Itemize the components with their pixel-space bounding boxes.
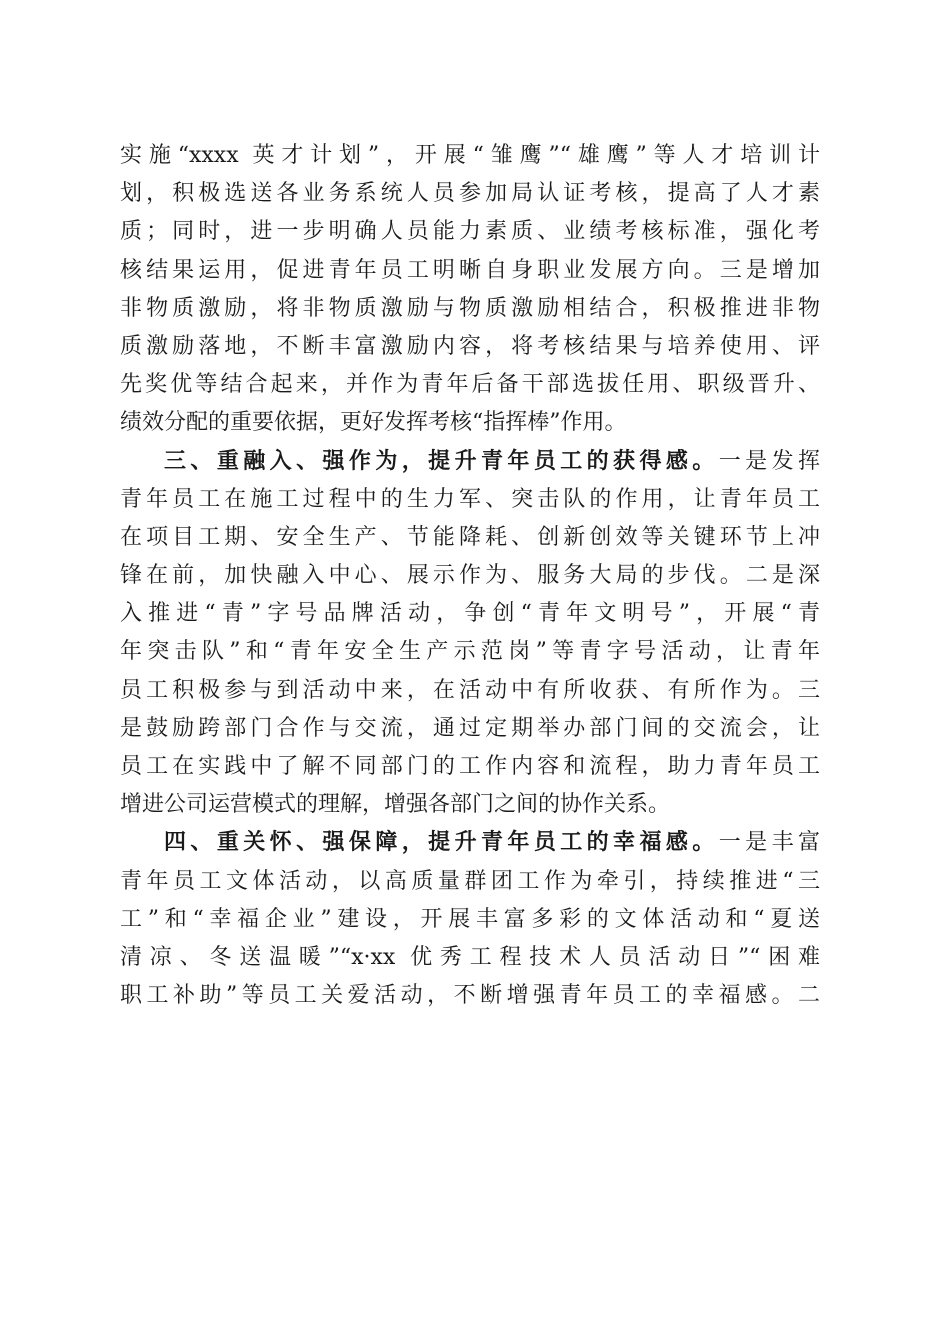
section-4-paragraph [120,824,950,1015]
text-line: 绩效分配的重要依据，更好发挥考核“指挥棒”作用。 [120,410,627,436]
text-line: 工”和“幸福企业”建设，开展丰富多彩的文体活动和“夏送 [120,906,820,932]
text-line: 在项目工期、安全生产、节能降耗、创新创效等关键环节上冲 [120,524,820,550]
text-line: 实施“xxxx 英才计划”，开展“雏鹰”“雄鹰”等人才培训计 [120,143,820,168]
text-line: 质激励落地，不断丰富激励内容，将考核结果与培养使用、评 [120,333,820,359]
text-line: 职工补助”等员工关爱活动，不断增强青年员工的幸福感。二 [120,983,820,1009]
text-line: 先奖优等结合起来，并作为青年后备干部选拔任用、职级晋升、 [120,372,820,398]
text-line: 锋在前，加快融入中心、展示作为、服务大局的步伐。二是深 [120,563,820,589]
section-4-first-line-text: 一是丰富 [718,830,820,856]
section-4-heading: 四、重关怀、强保障，提升青年员工的幸福感。 [164,830,719,856]
text-line: 增进公司运营模式的理解，增强各部门之间的协作关系。 [120,792,671,818]
section-3-first-line-text: 一是发挥 [718,448,820,474]
text-line: 年突击队”和“青年安全生产示范岗”等青字号活动，让青年 [120,639,820,665]
text-line: 清凉、冬送温暖”“x·xx 优秀工程技术人员活动日”“困难 [120,944,820,970]
text-line: 划，积极选送各业务系统人员参加局认证考核，提高了人才素 [120,181,820,207]
text-line: 是鼓励跨部门合作与交流，通过定期举办部门间的交流会，让 [120,715,820,741]
text-line: 入推进“青”字号品牌活动，争创“青年文明号”，开展“青 [120,601,820,627]
text-line: 青年员工文体活动，以高质量群团工作为牵引，持续推进“三 [120,868,820,894]
text-line: 青年员工在施工过程中的生力军、突击队的作用，让青年员工 [120,486,820,512]
text-line: 非物质激励，将非物质激励与物质激励相结合，积极推进非物 [120,295,820,321]
section-3-paragraph [120,443,950,825]
paragraph-continuation [120,137,950,443]
text-line: 质；同时，进一步明确人员能力素质、业绩考核标准，强化考 [120,219,820,245]
section-3-heading: 三、重融入、强作为，提升青年员工的获得感。 [164,448,719,474]
text-line: 员工在实践中了解不同部门的工作内容和流程，助力青年员工 [120,754,820,779]
section-3-first-line [120,443,820,481]
section-4-first-line [120,824,820,862]
text-line: 核结果运用，促进青年员工明晰自身职业发展方向。三是增加 [120,257,820,283]
text-line: 员工积极参与到活动中来，在活动中有所收获、有所作为。三 [120,677,820,703]
